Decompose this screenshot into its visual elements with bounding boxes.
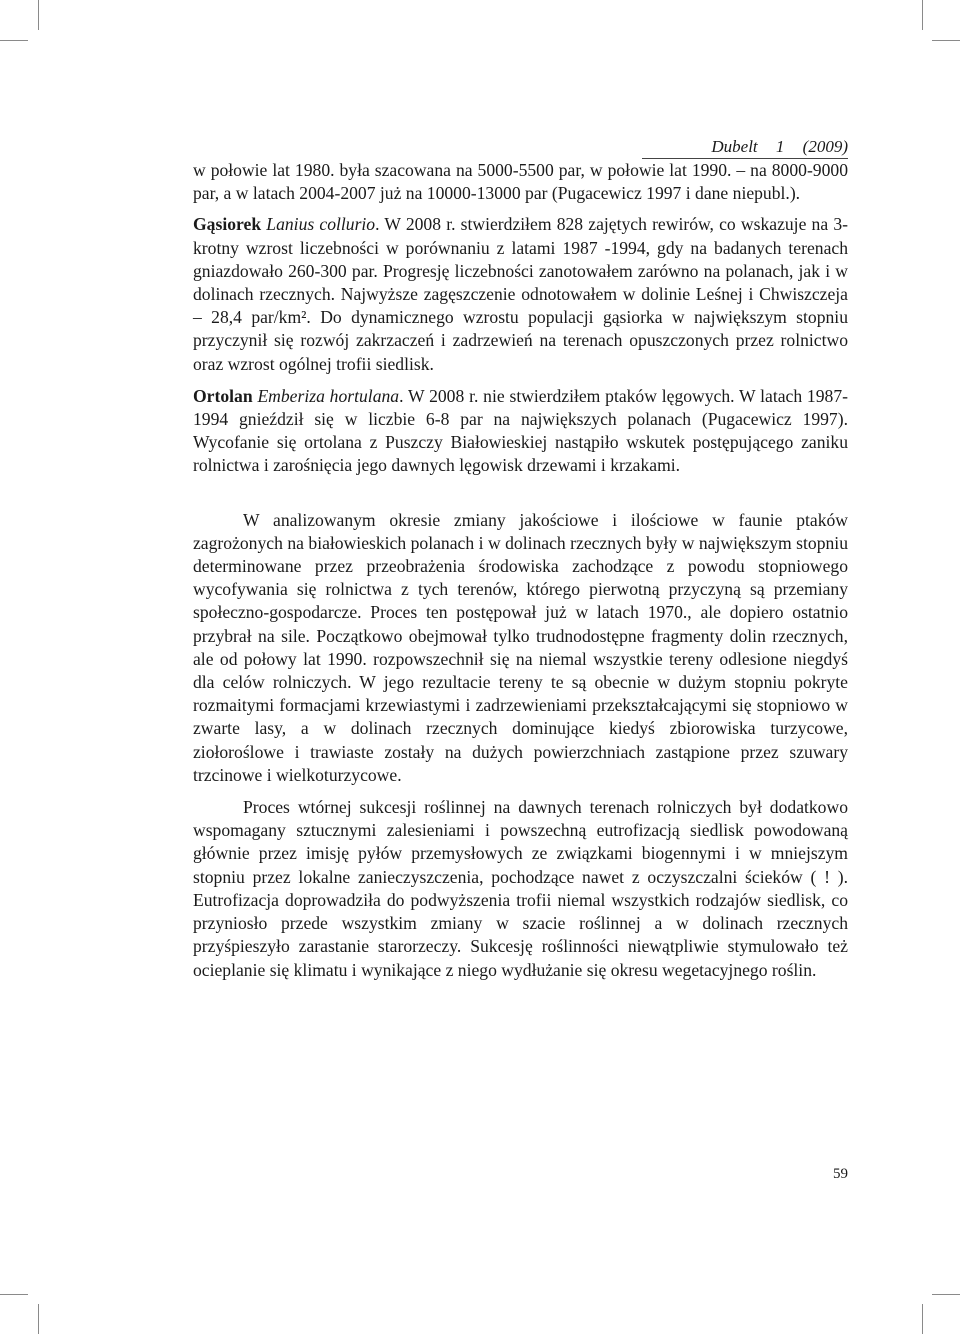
species-latin-name: Emberiza hortulana bbox=[257, 385, 400, 406]
paragraph-succession: Proces wtórnej sukcesji roślinnej na dawnych terenach rolniczych był dodatkowo wspomagany sztucznymi zalesieniami i powszechną eutrofizacją siedlisk powodowaną głównie przez imisję pyłów przemysłowych ze związkami biogennymi i w mniejszym stopniu przez lokalne zanieczyszczenia, pochodzące nawet z oczyszczalni ścieków ( ! ). Eutrofizacja doprowadziła do podwyższenia trofii niemal wszystkich rodzajów siedlisk, co przyniosło przede wszystkim zmiany w szacie roślinnej a w dolinach rzecznych przyśpieszyło zarastanie starorzeczy. Sukcesję roślinności niewątpliwie stymulowało też ocieplanie się klimatu i wynikające z niego wydłużanie się okresu wegetacyjnego roślin. bbox=[193, 797, 848, 980]
header-year: (2009) bbox=[802, 137, 848, 156]
crop-mark bbox=[932, 1294, 960, 1295]
species-text: . W 2008 r. nie stwierdziłem ptaków lęgowych. W latach 1987-1994 gnieździł się w liczbie 6-8 par na największych polanach (Pugacewicz 1997). Wycofanie się ortolana z Puszczy Białowieskiej nastąpiło wskutek postępującego zaniku rolnictwa i zarośnięcia jego dawnych lęgowisk drzewami i krzakami. bbox=[193, 385, 848, 476]
running-header bbox=[640, 137, 848, 157]
header-author: Dubelt bbox=[711, 137, 758, 156]
crop-mark bbox=[38, 0, 39, 30]
paragraph-continuation: w połowie lat 1980. była szacowana na 5000-5500 par, w połowie lat 1990. – na 8000-9000 par, a w latach 2004-2007 już na 10000-13000 par (Pugacewicz 1997 i dane niepubl.). bbox=[193, 160, 848, 204]
species-name: Ortolan bbox=[193, 385, 253, 406]
crop-mark bbox=[922, 0, 923, 30]
article-body bbox=[193, 159, 848, 982]
species-latin-name: Lanius collurio bbox=[266, 214, 376, 235]
crop-mark bbox=[0, 40, 28, 41]
crop-mark bbox=[38, 1304, 39, 1334]
header-issue: 1 bbox=[775, 137, 785, 156]
paragraph-analysis: W analizowanym okresie zmiany jakościowe i ilościowe w faunie ptaków zagrożonych na białowieskich polanach i w dolinach rzecznych były w największym stopniu determinowane przez przeobrażenia środowiska zachodzące z powodu stopniowego wycofywania się rolnictwa z tych terenów, którego pierwotną przyczyną są przemiany społeczno-gospodarcze. Proces ten postępował już w latach 1970., ale dopiero ostatnio przybrał na sile. Początkowo obejmował tylko trudnodostępne fragmenty dolin rzecznych, ale od połowy lat 1990. rozpowszechnił się na niemal wszystkie tereny odlesione niegdyś dla celów rolniczych. W jego rezultacie tereny te są obecnie w dużym stopniu pokryte rozmaitymi formacjami krzewiastymi i zadrzewieniami przekształcającymi się stopniowo w zwarte lasy, a w dolinach rzecznych dominujące kiedyś zbiorowiska turzycowe, ziołoroślowe i trawiaste zostały na dużych powierzchniach zastąpione przez szuwary trzcinowe i wielkoturzycowe. bbox=[193, 509, 848, 785]
crop-mark bbox=[932, 40, 960, 41]
crop-mark bbox=[922, 1304, 923, 1334]
species-entry-ortolan bbox=[193, 385, 848, 478]
page-number: 59 bbox=[833, 1166, 848, 1182]
crop-mark bbox=[0, 1294, 28, 1295]
species-entry-gasiorek bbox=[193, 213, 848, 375]
species-text: . W 2008 r. stwierdziłem 828 zajętych rewirów, co wskazuje na 3-krotny wzrost liczebności w porównaniu z latami 1987 -1994, gdy na badanych terenach gniazdowało 260-300 par. Progresję liczebności zanotowałem zarówno na polanach, jak i w dolinach rzecznych. Najwyższe zagęszczenie odnotowałem w dolinie Leśnej i Chwiszczeja – 28,4 par/km². Do dynamicznego wzrostu populacji gąsiorka w największym stopniu przyczynił się rozwój zakrzaczeń i zadrzewień na terenach opuszczonych przez rolnictwo oraz wzrost ogólnej trofii siedlisk. bbox=[193, 214, 848, 374]
species-name: Gąsiorek bbox=[193, 214, 262, 235]
